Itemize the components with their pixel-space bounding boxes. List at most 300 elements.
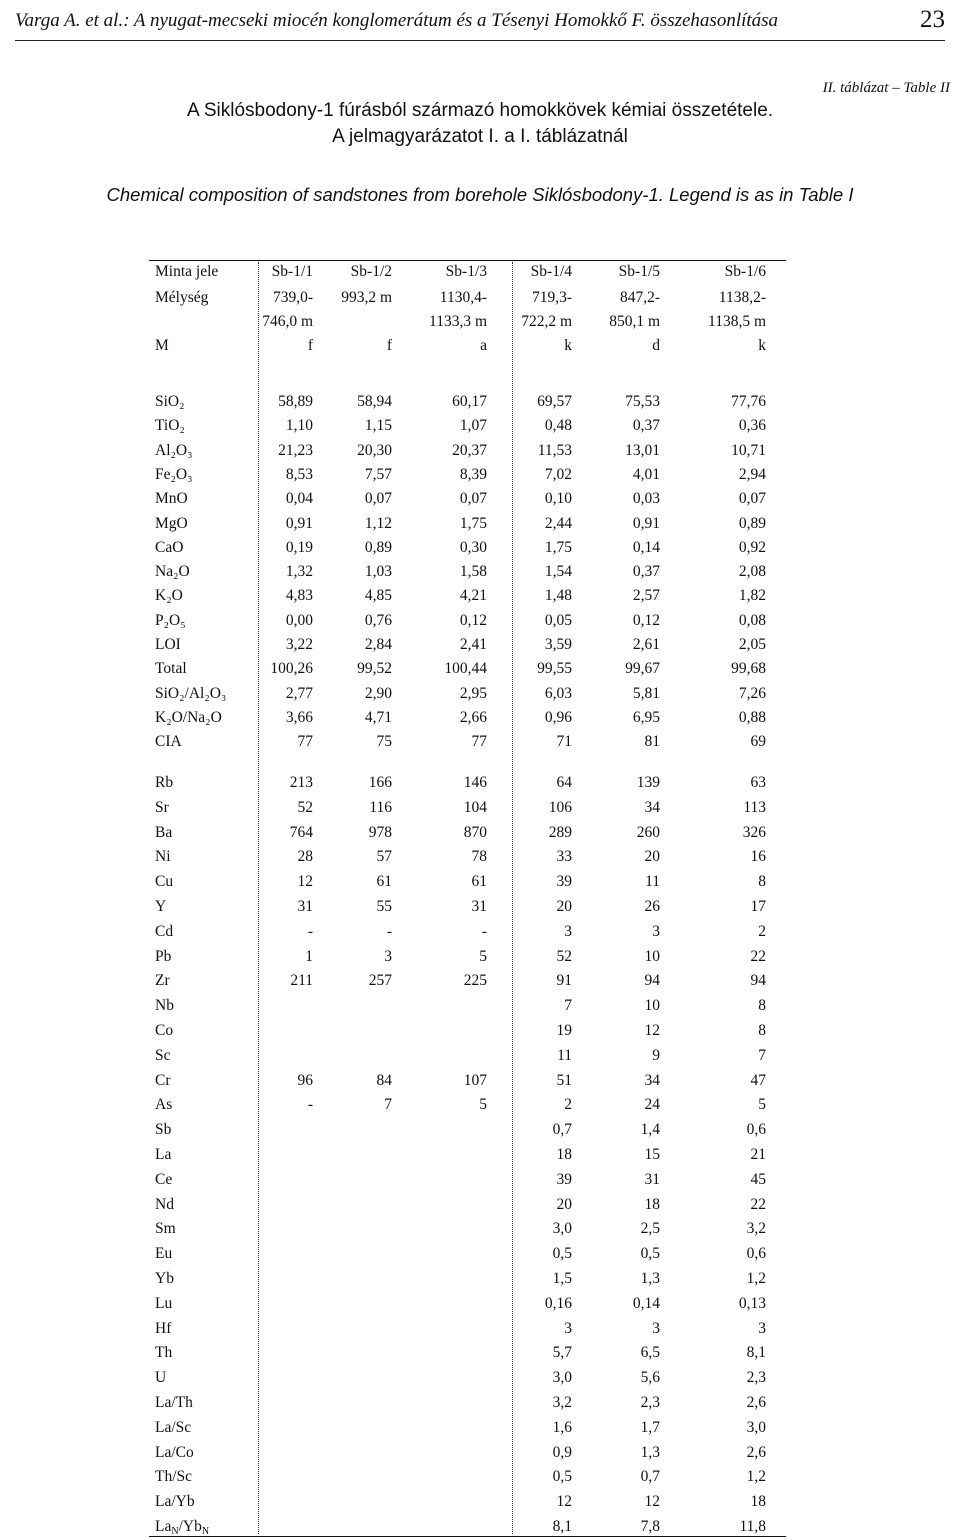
table-cell: 71 — [556, 733, 572, 751]
table-cell: 2,05 — [738, 636, 766, 653]
table-cell: 326 — [742, 823, 766, 841]
table-cell: 0,5 — [552, 1468, 572, 1486]
table-cell: 3,66 — [285, 708, 313, 726]
header-rule — [15, 40, 945, 41]
page-number: 23 — [920, 6, 945, 33]
table-label: II. táblázat – Table II — [822, 80, 950, 96]
table-cell: 0,04 — [285, 490, 313, 508]
row-label: As — [155, 1096, 173, 1114]
table-cell: 77,76 — [731, 393, 766, 410]
table-cell: 2,94 — [738, 465, 766, 483]
table-cell: 10,71 — [731, 441, 766, 459]
table-row — [149, 560, 786, 584]
table-row — [149, 1044, 786, 1068]
table-cell: 2,44 — [544, 514, 572, 532]
table-row — [149, 657, 786, 681]
table-row — [149, 584, 786, 608]
table-cell: 20,30 — [357, 441, 392, 459]
row-label: Total — [155, 660, 187, 678]
table-cell: 2,90 — [364, 684, 392, 702]
table-cell: 0,07 — [738, 490, 766, 508]
table-cell: 0,12 — [459, 611, 487, 629]
row-label: Eu — [155, 1245, 173, 1263]
table-cell: 2,66 — [459, 708, 487, 726]
table-cell: 3 — [564, 1319, 572, 1337]
table-cell: 0,16 — [544, 1294, 572, 1312]
table-row — [149, 512, 786, 536]
table-cell: 99,55 — [537, 660, 572, 678]
table-cell: 1,7 — [640, 1418, 660, 1436]
table-cell: 99,52 — [357, 660, 392, 678]
depth-value: 850,1 m — [609, 313, 660, 330]
table-cell: 0,7 — [640, 1468, 660, 1486]
table-row — [149, 633, 786, 657]
table-row — [149, 1143, 786, 1167]
table-cell: 7 — [384, 1096, 392, 1114]
table-cell: 5 — [479, 947, 487, 965]
table-cell: 8 — [758, 997, 766, 1015]
table-cell: 211 — [290, 972, 313, 990]
table-cell: 5,81 — [632, 684, 660, 702]
table-cell: 39 — [556, 873, 572, 891]
row-label: P₂O₅ — [155, 611, 186, 629]
table-cell: 11,8 — [739, 1518, 766, 1535]
table-cell: - — [307, 1096, 313, 1114]
table-cell: 84 — [376, 1071, 392, 1089]
table-row — [149, 1441, 786, 1465]
table-title-hungarian-line2: A jelmagyarázatot I. a I. táblázatnál — [332, 126, 628, 147]
table-cell: 12 — [644, 1022, 660, 1039]
lithology-row — [149, 334, 786, 358]
table-row — [149, 1093, 786, 1117]
table-cell: 0,03 — [632, 490, 660, 508]
lithology-value: f — [386, 337, 392, 354]
table-cell: 1,82 — [738, 587, 766, 605]
table-cell: 3 — [564, 922, 572, 940]
table-cell: 2,95 — [459, 684, 487, 702]
table-cell: 3 — [652, 1319, 660, 1337]
running-head: Varga A. et al.: A nyugat-mecseki miocén konglomerátum és a Tésenyi Homokkő F. összehasonlítása — [15, 10, 779, 31]
table-cell: 3 — [652, 922, 660, 940]
table-row — [149, 1490, 786, 1514]
table-cell: 1,5 — [552, 1270, 572, 1287]
table-cell: 7,02 — [544, 465, 572, 483]
row-label: Sb — [155, 1121, 172, 1139]
table-row — [149, 390, 786, 414]
row-label: CaO — [155, 538, 184, 556]
depth-row — [149, 286, 786, 310]
row-label: Hf — [155, 1319, 172, 1337]
column-header: Sb-1/1 — [271, 263, 313, 280]
table-row — [149, 463, 786, 487]
row-label: Pb — [155, 947, 172, 965]
table-cell: 1,2 — [746, 1468, 766, 1486]
table-title-english: Chemical composition of sandstones from borehole Siklósbodony-1. Legend is as in Table I — [106, 184, 854, 205]
table-row — [149, 994, 786, 1018]
table-cell: 0,12 — [632, 611, 660, 629]
table-row — [149, 1292, 786, 1316]
table-cell: 39 — [556, 1170, 572, 1188]
table-cell: 77 — [297, 733, 313, 751]
table-cell: 0,91 — [632, 514, 660, 532]
table-cell: 52 — [297, 798, 313, 816]
table-cell: 3,2 — [552, 1394, 572, 1411]
table-cell: 0,5 — [552, 1245, 572, 1263]
depth-value: 1138,2- — [718, 289, 766, 306]
table-row — [149, 706, 786, 730]
table-cell: 1,15 — [364, 417, 392, 435]
row-label: TiO₂ — [155, 417, 185, 435]
row-label: La/Co — [155, 1443, 194, 1461]
table-cell: 61 — [376, 873, 392, 891]
table-row — [149, 414, 786, 438]
row-label: Nb — [155, 997, 174, 1015]
table-row — [149, 920, 786, 944]
table-cell: 0,48 — [544, 417, 572, 435]
table-cell: 6,03 — [544, 684, 572, 702]
table-cell: 8,39 — [459, 465, 487, 483]
table-cell: 0,36 — [738, 417, 766, 435]
table-cell: 0,19 — [285, 538, 313, 556]
table-row — [149, 730, 786, 754]
table-cell: 2,57 — [632, 587, 660, 605]
row-label: CIA — [155, 733, 182, 751]
table-cell: 21,23 — [278, 441, 313, 459]
row-label: Cu — [155, 873, 174, 891]
table-cell: 0,00 — [285, 611, 313, 629]
table-cell: 4,71 — [364, 708, 392, 726]
table-cell: 4,83 — [285, 587, 313, 605]
row-label: Na₂O — [155, 563, 190, 581]
depth-value: 722,2 m — [521, 313, 572, 330]
table-cell: 10 — [644, 947, 660, 965]
depth-value: 746,0 m — [262, 313, 313, 330]
table-cell: 2 — [564, 1096, 572, 1114]
lithology-label: M — [155, 337, 169, 354]
table-cell: 11,53 — [537, 441, 572, 459]
table-cell: 0,92 — [738, 538, 766, 556]
table-cell: 5 — [479, 1096, 487, 1114]
table-row — [149, 969, 786, 993]
table-cell: 45 — [750, 1170, 766, 1188]
lithology-value: d — [652, 337, 660, 354]
table-cell: 4,01 — [632, 465, 660, 483]
table-cell: 1,10 — [285, 417, 313, 435]
table-cell: 0,10 — [544, 490, 572, 508]
depth-value: 739,0- — [272, 289, 313, 306]
row-label: LOI — [155, 636, 181, 653]
table-cell: 9 — [652, 1046, 660, 1064]
table-cell: 0,88 — [738, 708, 766, 726]
row-label: Cd — [155, 922, 174, 940]
table-cell: 5 — [758, 1096, 766, 1114]
row-label: MnO — [155, 490, 188, 508]
table-cell: 2,77 — [285, 684, 313, 702]
table-row — [149, 1118, 786, 1142]
row-label: K₂O — [155, 587, 183, 605]
table-cell: 0,07 — [364, 490, 392, 508]
row-label: Sm — [155, 1220, 176, 1238]
table-cell: 1,75 — [459, 514, 487, 532]
row-label: Th — [155, 1344, 173, 1362]
column-header: Sb-1/3 — [445, 263, 487, 280]
row-label: Ni — [155, 848, 171, 866]
table-cell: 19 — [556, 1022, 572, 1039]
table-cell: 16 — [750, 848, 766, 866]
table-cell: 20 — [644, 848, 660, 866]
table-cell: 3,0 — [746, 1418, 766, 1436]
table-cell: 99,68 — [731, 660, 766, 678]
table-cell: 2,3 — [640, 1394, 660, 1411]
table-cell: 213 — [289, 774, 313, 791]
table-cell: 78 — [471, 848, 487, 866]
table-cell: 0,08 — [738, 611, 766, 629]
header-row — [149, 260, 786, 284]
row-label: $La_N/Yb_N$ — [155, 1518, 210, 1537]
table-row — [149, 487, 786, 511]
row-label: Lu — [155, 1294, 173, 1312]
table-cell: 257 — [368, 972, 392, 990]
table-cell: 51 — [556, 1071, 572, 1089]
table-cell: 0,14 — [632, 538, 660, 556]
column-header: Sb-1/6 — [724, 263, 766, 280]
table-cell: 2,6 — [746, 1394, 766, 1411]
table-row — [149, 1366, 786, 1390]
table-cell: 75,53 — [625, 393, 660, 410]
table-cell: 26 — [644, 898, 660, 915]
table-cell: 34 — [644, 798, 660, 816]
row-label: Th/Sc — [155, 1468, 193, 1486]
row-label: La — [155, 1146, 172, 1163]
row-label: SiO₂/Al₂O₃ — [155, 684, 227, 702]
table-cell: 7,26 — [738, 684, 766, 702]
row-label: Sc — [155, 1046, 171, 1064]
table-cell: 1,07 — [459, 417, 487, 435]
table-cell: 1,6 — [552, 1418, 572, 1436]
table-cell: 1,3 — [640, 1443, 660, 1461]
table-cell: 1,54 — [544, 563, 572, 581]
table-cell: 2,61 — [632, 636, 660, 653]
table-row — [149, 1416, 786, 1440]
column-header: Sb-1/4 — [530, 263, 572, 280]
depth-label: Mélység — [155, 289, 209, 306]
table-cell: 31 — [644, 1170, 660, 1188]
table-cell: 12 — [556, 1493, 572, 1511]
table-cell: 3,0 — [552, 1369, 572, 1387]
table-row — [149, 821, 786, 845]
table-cell: 3,59 — [544, 636, 572, 653]
table-cell: 100,44 — [444, 660, 487, 678]
table-cell: 0,05 — [544, 611, 572, 629]
table-row — [149, 1217, 786, 1241]
table-cell: 1,58 — [459, 563, 487, 581]
table-cell: 0,91 — [285, 514, 313, 532]
table-row — [149, 1242, 786, 1266]
table-cell: 8 — [758, 1022, 766, 1039]
table-cell: 13,01 — [625, 441, 660, 459]
table-cell: 94 — [750, 972, 766, 990]
table-cell: 764 — [289, 823, 313, 841]
table-cell: 18 — [556, 1146, 572, 1163]
table-cell: 106 — [548, 798, 572, 816]
table-cell: 99,67 — [625, 660, 660, 678]
table-cell: 0,30 — [459, 538, 487, 556]
table-row — [149, 1341, 786, 1365]
table-cell: 10 — [644, 997, 660, 1015]
table-cell: 47 — [750, 1071, 766, 1089]
table-cell: 75 — [376, 733, 392, 751]
sample-id-label: Minta jele — [155, 263, 219, 280]
table-row — [149, 1069, 786, 1093]
table-row — [149, 536, 786, 560]
table-cell: 1,32 — [285, 563, 313, 581]
table-cell: 0,37 — [632, 563, 660, 581]
table-cell: 8,1 — [746, 1344, 766, 1362]
table-cell: 52 — [556, 947, 572, 965]
row-label: Sr — [155, 798, 169, 816]
table-cell: 3 — [758, 1319, 766, 1337]
table-cell: 7 — [564, 997, 572, 1015]
table-cell: 0,6 — [746, 1121, 766, 1139]
table-row — [149, 945, 786, 969]
table-cell: 0,13 — [738, 1294, 766, 1312]
table-row — [149, 1019, 786, 1043]
table-cell: 31 — [471, 898, 487, 915]
table-cell: 11 — [645, 873, 660, 891]
table-cell: 18 — [750, 1493, 766, 1511]
table-cell: 21 — [750, 1146, 766, 1163]
table-cell: 22 — [750, 1195, 766, 1213]
table-cell: - — [386, 922, 392, 940]
table-cell: 15 — [644, 1146, 660, 1163]
table-cell: - — [481, 922, 487, 940]
table-cell: 2 — [758, 922, 766, 940]
table-cell: 31 — [297, 898, 313, 915]
table-cell: 4,85 — [364, 587, 392, 605]
table-cell: 0,6 — [746, 1245, 766, 1263]
table-cell: 107 — [463, 1071, 487, 1089]
table-cell: 0,37 — [632, 417, 660, 435]
row-label: Ba — [155, 823, 173, 841]
table-cell: 225 — [463, 972, 487, 990]
table-cell: 260 — [636, 823, 660, 841]
table-cell: 146 — [463, 774, 487, 791]
table-cell: 94 — [644, 972, 660, 990]
table-cell: 5,6 — [640, 1369, 660, 1387]
table-cell: 139 — [636, 774, 660, 791]
table-cell: 2,6 — [746, 1443, 766, 1461]
table-cell: 7,8 — [640, 1518, 660, 1535]
table-cell: 33 — [556, 848, 572, 866]
row-label: Y — [155, 898, 167, 915]
table-cell: 18 — [644, 1195, 660, 1213]
running-header — [15, 6, 945, 36]
table-cell: 12 — [297, 873, 313, 891]
depth-value: 847,2- — [619, 289, 660, 306]
table-cell: 57 — [376, 848, 392, 866]
table-cell: 0,7 — [552, 1121, 572, 1139]
table-row — [149, 1515, 786, 1539]
table-cell: 28 — [297, 848, 313, 866]
table-row — [149, 1465, 786, 1489]
depth-value: 1130,4- — [439, 289, 487, 306]
row-label: MgO — [155, 514, 188, 532]
row-label: U — [155, 1369, 167, 1387]
table-cell: 100,26 — [270, 660, 313, 678]
row-label: La/Th — [155, 1394, 193, 1411]
table-row — [149, 1317, 786, 1341]
table-cell: 34 — [644, 1071, 660, 1089]
table-cell: 64 — [556, 774, 572, 791]
table-cell: 8,53 — [285, 465, 313, 483]
table-cell: 0,76 — [364, 611, 392, 629]
table-cell: 3,2 — [746, 1220, 766, 1238]
table-cell: 1,75 — [544, 538, 572, 556]
table-cell: 1,12 — [364, 514, 392, 532]
depth-row-continued — [149, 310, 786, 334]
table-row — [149, 609, 786, 633]
table-cell: 91 — [556, 972, 572, 990]
table-row — [149, 895, 786, 919]
table-cell: 58,89 — [278, 393, 313, 410]
table-row — [149, 796, 786, 820]
depth-value: 719,3- — [531, 289, 572, 306]
table-cell: 11 — [557, 1046, 572, 1064]
table-cell: 2,84 — [364, 636, 392, 653]
table-row — [149, 1168, 786, 1192]
table-cell: 1 — [305, 947, 313, 965]
table-cell: 104 — [463, 798, 487, 816]
table-cell: 22 — [750, 947, 766, 965]
table-cell: 166 — [368, 774, 392, 791]
table-cell: 0,5 — [640, 1245, 660, 1263]
table-cell: 1,48 — [544, 587, 572, 605]
table-cell: 978 — [368, 823, 392, 841]
table-cell: 0,9 — [552, 1443, 572, 1461]
table-cell: 3,0 — [552, 1220, 572, 1238]
row-label: La/Yb — [155, 1493, 195, 1511]
lithology-value: k — [564, 337, 572, 354]
table-cell: 2,08 — [738, 563, 766, 581]
row-label: K₂O/Na₂O — [155, 708, 222, 726]
table-cell: 0,96 — [544, 708, 572, 726]
row-label: Rb — [155, 774, 174, 791]
depth-value: 1138,5 m — [708, 313, 766, 330]
table-cell: 870 — [463, 823, 487, 841]
table-cell: 63 — [750, 774, 766, 791]
table-cell: 7 — [758, 1046, 766, 1064]
table-row — [149, 771, 786, 795]
table-cell: 0,14 — [632, 1294, 660, 1312]
row-label: SiO₂ — [155, 393, 185, 410]
lithology-value: a — [480, 337, 487, 354]
row-label: Nd — [155, 1195, 174, 1213]
table-cell: 113 — [743, 798, 766, 816]
table-cell: 1,2 — [746, 1270, 766, 1287]
table-cell: 12 — [644, 1493, 660, 1511]
table-cell: 0,89 — [738, 514, 766, 532]
table-row — [149, 870, 786, 894]
table-row — [149, 1391, 786, 1415]
table-cell: 81 — [644, 733, 660, 751]
table-cell: 8,1 — [552, 1518, 572, 1535]
table-row — [149, 1193, 786, 1217]
table-cell: 55 — [376, 898, 392, 915]
column-header: Sb-1/5 — [618, 263, 660, 280]
row-label: Ce — [155, 1170, 173, 1188]
table-cell: 6,5 — [640, 1344, 660, 1362]
table-cell: 7,57 — [364, 465, 392, 483]
